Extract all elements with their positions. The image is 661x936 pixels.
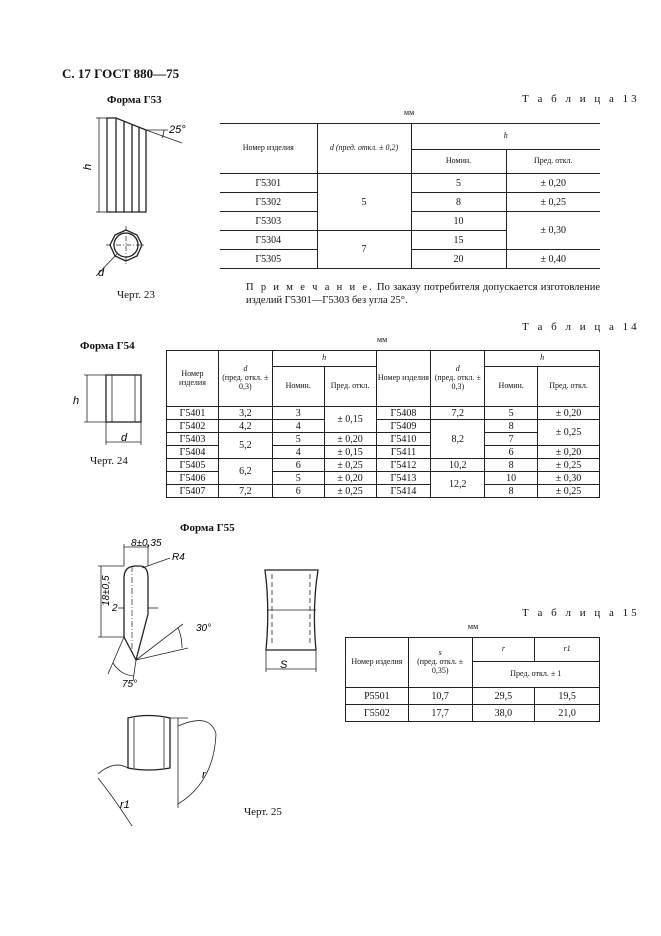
fig24-dim-h: h	[73, 395, 80, 407]
fig25-side-drawing	[250, 560, 340, 680]
table13	[220, 123, 600, 269]
table-cell: 6,2	[218, 459, 272, 485]
table14-header-d	[218, 351, 272, 407]
table-cell: 10	[485, 472, 538, 485]
table-cell: ± 0,15	[324, 446, 376, 459]
table-cell: ± 0,15	[324, 407, 376, 433]
table-row	[167, 420, 600, 433]
table14-header-nom-2: Номин.	[485, 367, 538, 407]
fig25-top-drawing	[92, 700, 232, 830]
fig25-angle-30: 30°	[196, 623, 212, 634]
fig25-title: Форма Г55	[180, 522, 235, 534]
table14	[166, 350, 600, 498]
table-cell: 8	[411, 193, 506, 212]
fig25-angle-75: 75°	[122, 679, 138, 690]
fig24-title: Форма Г54	[80, 340, 135, 352]
table14-label: Т а б л и ц а 14	[522, 321, 640, 333]
table-cell: 20	[411, 250, 506, 269]
fig25-front-drawing	[78, 536, 238, 696]
table-cell: Г5412	[376, 459, 431, 472]
table14-header-h: h	[272, 351, 376, 367]
fig24-dim-d: d	[121, 432, 128, 444]
table15-header-dev: Пред. откл. ± 1	[472, 662, 599, 688]
table-cell: 8	[485, 420, 538, 433]
table-cell: 19,5	[535, 688, 600, 705]
table-cell: 7,2	[431, 407, 485, 420]
table-cell: 7,2	[218, 485, 272, 498]
fig25-dim-r1: r1	[120, 799, 130, 811]
table-cell: 8	[485, 485, 538, 498]
table-cell: ± 0,30	[538, 472, 600, 485]
table-cell: Г5303	[220, 212, 317, 231]
table-cell: 5	[317, 174, 411, 231]
table-cell: 4,2	[218, 420, 272, 433]
table13-unit: мм	[404, 108, 415, 117]
table-cell: Г5404	[167, 446, 219, 459]
table15-header-s	[408, 638, 472, 688]
table13-header-d: d (пред. откл. ± 0,2)	[317, 124, 411, 174]
table-cell: Г5401	[167, 407, 219, 420]
table-row	[167, 459, 600, 472]
table-cell: ± 0,20	[324, 472, 376, 485]
table-row	[346, 705, 600, 722]
table14-header-d-dev-2: (пред. откл. ± 0,3)	[434, 373, 481, 391]
table15	[345, 637, 600, 722]
table-cell: Г5502	[346, 705, 409, 722]
fig23-dim-d: d	[98, 267, 105, 279]
table-row	[167, 433, 600, 446]
table-cell: 6	[485, 446, 538, 459]
table-cell: Г5403	[167, 433, 219, 446]
table14-header-nom: Номин.	[272, 367, 324, 407]
table-row	[167, 407, 600, 420]
table14-unit: мм	[377, 335, 388, 344]
table-cell: Г5402	[167, 420, 219, 433]
fig25-dim-2: 2	[112, 603, 118, 614]
table-cell: 21,0	[535, 705, 600, 722]
table-cell: 38,0	[472, 705, 535, 722]
fig25-dim-width: 8±0,35	[131, 538, 162, 549]
note-label: П р и м е ч а н и е.	[246, 282, 374, 293]
table14-header-d-2	[431, 351, 485, 407]
table15-header-r: r	[472, 638, 535, 662]
table-cell: ± 0,25	[324, 485, 376, 498]
table-cell: 29,5	[472, 688, 535, 705]
table14-header-number-2: Номер изделия	[376, 351, 431, 407]
table15-header-s-symbol: s	[438, 648, 442, 658]
table14-header-dev-2: Пред. откл.	[538, 367, 600, 407]
table-cell: 10,7	[408, 688, 472, 705]
table13-header-nom: Номин.	[411, 150, 506, 174]
table-cell: 8	[485, 459, 538, 472]
table-cell: ± 0,40	[506, 250, 600, 269]
table-cell: Г5413	[376, 472, 431, 485]
table-cell: ± 0,20	[538, 446, 600, 459]
table-cell: ± 0,25	[506, 193, 600, 212]
table14-header-d-symbol: d	[243, 364, 248, 374]
fig23-angle: 25°	[169, 124, 186, 136]
fig25-caption: Черт. 25	[244, 806, 282, 818]
table-cell: ± 0,25	[538, 485, 600, 498]
table-cell: ± 0,25	[538, 420, 600, 446]
table-row	[220, 174, 600, 193]
table-cell: Г5414	[376, 485, 431, 498]
table-cell: 8,2	[431, 420, 485, 459]
table-cell: ± 0,20	[506, 174, 600, 193]
table-cell: ± 0,20	[324, 433, 376, 446]
fig24-drawing	[70, 362, 170, 452]
table-cell: ± 0,25	[324, 459, 376, 472]
table-cell: 12,2	[431, 472, 485, 498]
table-cell: 5	[272, 472, 324, 485]
table13-header-dev: Пред. откл.	[506, 150, 600, 174]
table-row	[167, 485, 600, 498]
table15-header-r1: r1	[535, 638, 600, 662]
table-cell: 15	[411, 231, 506, 250]
fig25-dim-s: S	[280, 659, 288, 671]
table-cell: 7	[485, 433, 538, 446]
table-cell: Г5411	[376, 446, 431, 459]
fig23-drawing	[76, 108, 206, 288]
fig25-dim-r: r	[202, 769, 206, 781]
table-cell: 6	[272, 459, 324, 472]
table15-label: Т а б л и ц а 15	[522, 607, 640, 619]
table-cell: 3	[272, 407, 324, 420]
table-cell: 5	[272, 433, 324, 446]
table-cell: Г5406	[167, 472, 219, 485]
table-cell: 4	[272, 446, 324, 459]
table-cell: Г5302	[220, 193, 317, 212]
table13-header-h: h	[411, 124, 600, 150]
table-cell: 6	[272, 485, 324, 498]
table-cell: 3,2	[218, 407, 272, 420]
table-cell: Г5408	[376, 407, 431, 420]
table-cell: 5,2	[218, 433, 272, 459]
table-cell: ± 0,20	[538, 407, 600, 420]
table-cell: 5	[485, 407, 538, 420]
table-cell: 4	[272, 420, 324, 433]
page-header: С. 17 ГОСТ 880—75	[62, 66, 180, 81]
table15-header-s-dev: (пред. откл. ± 0,35)	[417, 657, 464, 675]
fig25-dim-height: 18±0,5	[101, 575, 112, 606]
table14-header-dev: Пред. откл.	[324, 367, 376, 407]
table14-header-d-dev: (пред. откл. ± 0,3)	[222, 373, 269, 391]
fig23-caption: Черт. 23	[117, 289, 155, 301]
table14-header-d-symbol-2: d	[455, 364, 460, 374]
table-cell: Г5305	[220, 250, 317, 269]
table-cell: Г5405	[167, 459, 219, 472]
table-cell: 10,2	[431, 459, 485, 472]
fig23-title: Форма Г53	[107, 94, 162, 106]
table-cell: Г5407	[167, 485, 219, 498]
table14-header-number: Номер изделия	[167, 351, 219, 407]
table-cell: ± 0,25	[538, 459, 600, 472]
table15-unit: мм	[468, 622, 479, 631]
table-cell: Г5410	[376, 433, 431, 446]
table-cell: Р5501	[346, 688, 409, 705]
table13-note	[246, 281, 600, 307]
fig25-dim-radius: R4	[172, 552, 185, 563]
table-cell: ± 0,30	[506, 212, 600, 250]
table15-header-number: Номер изделия	[346, 638, 409, 688]
table13-header-number: Номер изделия	[220, 124, 317, 174]
table-cell: Г5409	[376, 420, 431, 433]
table-cell: Г5304	[220, 231, 317, 250]
note-text: По заказу потребителя допускается изготовление изделий Г5301—Г5303 без угла 25°.	[246, 282, 600, 306]
fig24-caption: Черт. 24	[90, 455, 128, 467]
table-row	[346, 688, 600, 705]
table13-label: Т а б л и ц а 13	[522, 93, 640, 105]
table-cell: Г5301	[220, 174, 317, 193]
table-cell: 7	[317, 231, 411, 269]
fig23-dim-h: h	[82, 163, 94, 170]
table-cell: 5	[411, 174, 506, 193]
table-cell: 17,7	[408, 705, 472, 722]
table-cell: 10	[411, 212, 506, 231]
table14-header-h-2: h	[485, 351, 600, 367]
